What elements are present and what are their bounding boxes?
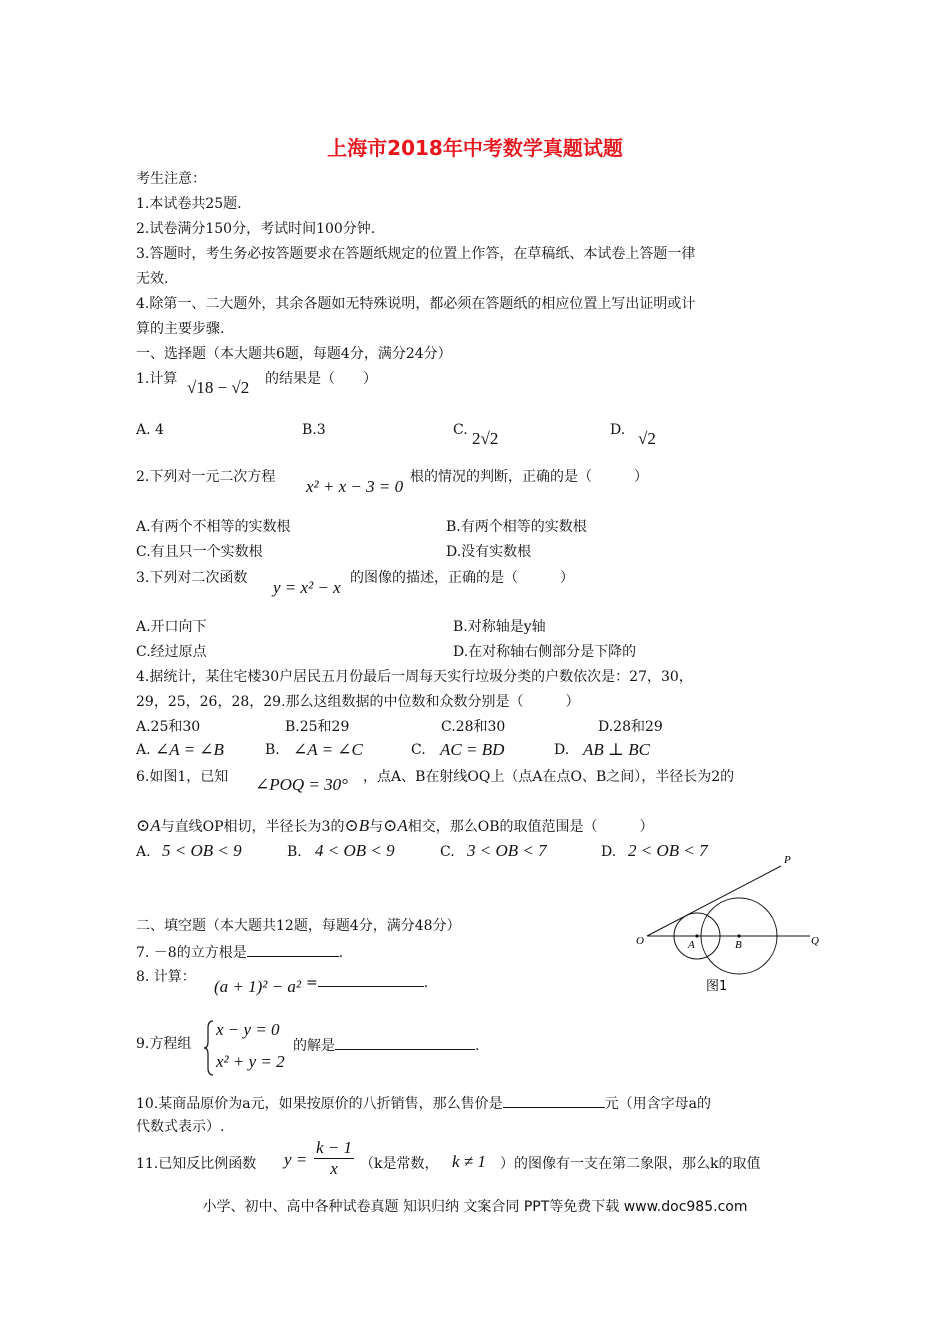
answer-blank[interactable] — [503, 1093, 605, 1108]
label-b: B — [735, 939, 742, 951]
question-3-prefix: 3.下列对二次函数 — [136, 570, 248, 586]
question-7-text: 7. －8的立方根是 — [136, 945, 247, 961]
question-4-option-a: A.25和30 — [136, 719, 201, 735]
question-2-expression: x² + x − 3 = 0 — [306, 477, 404, 496]
notice-item: 3.答题时，考生务必按答题要求在答题纸规定的位置上作答，在草稿纸、本试卷上答题一律 — [136, 246, 696, 262]
question-6-option-b-label: B. — [287, 844, 302, 860]
question-3-option-b: B.对称轴是y轴 — [453, 619, 546, 635]
label-q: Q — [811, 935, 819, 947]
question-3-suffix: 的图像的描述，正确的是（ ） — [350, 570, 574, 586]
question-6-suffix: ，点A、B在射线OQ上（点A在点O、B之间），半径长为2的 — [363, 769, 735, 785]
page-footer: 小学、初中、高中各种试卷真题 知识归纳 文案合同 PPT等免费下载 www.doc985.com — [202, 1199, 748, 1215]
notice-heading: 考生注意： — [136, 171, 206, 187]
question-3-option-c: C.经过原点 — [136, 644, 207, 660]
question-1-option-c-label: C. — [453, 422, 468, 438]
question-2-option-b: B.有两个相等的实数根 — [446, 519, 587, 535]
question-2-option-c: C.有且只一个实数根 — [136, 544, 263, 560]
question-5-option-b-math: ∠A = ∠C — [293, 740, 363, 759]
question-6-option-d-math: 2 < OB < 7 — [628, 841, 708, 860]
question-2-option-d: D.没有实数根 — [446, 544, 532, 560]
question-6-text: 相交，那么OB的取值范围是（ ） — [407, 819, 654, 835]
question-4-line: 29，25，26，28，29.那么这组数据的中位数和众数分别是（ ） — [136, 694, 580, 710]
question-1-expression: √18 − √2 — [187, 378, 250, 397]
equation-2: x² + y = 2 — [216, 1052, 285, 1071]
fraction-denominator: x — [330, 1159, 338, 1178]
question-1-option-c-math: 2√2 — [472, 429, 499, 448]
question-11-y: y = — [284, 1150, 308, 1169]
question-6-option-c-label: C. — [440, 844, 455, 860]
question-7 — [136, 942, 343, 962]
question-5-option-d-math: AB ⊥ BC — [583, 740, 650, 759]
question-10-line1 — [136, 1093, 711, 1113]
question-1-option-d-label: D. — [610, 422, 626, 438]
label-o: O — [636, 935, 644, 947]
notice-item: 算的主要步骤. — [136, 321, 225, 337]
notice-item: 1.本试卷共25题. — [136, 196, 242, 212]
notice-item: 4.除第一、二大题外，其余各题如无特殊说明，都必须在答题纸的相应位置上写出证明或计 — [136, 296, 696, 312]
question-6-option-a-math: 5 < OB < 9 — [162, 841, 242, 860]
notice-item: 2.试卷满分150分，考试时间100分钟. — [136, 221, 376, 237]
question-4-option-c: C.28和30 — [441, 719, 506, 735]
answer-blank[interactable] — [247, 942, 339, 957]
question-6-option-a-label: A. — [136, 844, 151, 860]
center-a-dot — [695, 934, 698, 937]
center-b-dot — [737, 934, 740, 937]
question-1-option-d-math: √2 — [638, 429, 656, 448]
question-3-option-a: A.开口向下 — [136, 619, 207, 635]
question-11-suffix: ）的图像有一支在第二象限，那么k的取值 — [500, 1156, 761, 1172]
question-10-line2: 代数式表示）. — [136, 1119, 225, 1135]
question-7-end: . — [338, 945, 344, 961]
answer-blank[interactable] — [335, 1035, 475, 1050]
question-5-option-c-math: AC = BD — [440, 740, 505, 759]
question-10-text: 10.某商品原价为a元，如果按原价的八折销售，那么售价是 — [136, 1096, 503, 1112]
question-8-equals: = — [306, 975, 318, 991]
question-9-prefix: 9.方程组 — [136, 1036, 192, 1052]
notice-item: 无效. — [136, 271, 169, 287]
system-brace — [203, 1020, 215, 1076]
question-8-blank-line — [306, 972, 428, 992]
question-5-option-c-label: C. — [411, 742, 426, 758]
label-p: P — [784, 854, 791, 866]
question-8-end: . — [423, 975, 429, 991]
question-5-option-a-math: ∠A = ∠B — [155, 740, 224, 759]
question-9-answer — [293, 1035, 479, 1055]
question-9-suffix: 的解是 — [293, 1038, 335, 1054]
question-6-line2 — [136, 817, 654, 836]
ray-op — [647, 866, 781, 936]
question-11-condition: k ≠ 1 — [452, 1152, 486, 1171]
question-6-option-b-math: 4 < OB < 9 — [315, 841, 395, 860]
question-8-expression: (a + 1)² − a² — [214, 977, 301, 996]
question-11-prefix: 11.已知反比例函数 — [136, 1156, 257, 1172]
question-6-text: 与 — [369, 819, 384, 835]
label-a: A — [688, 939, 695, 951]
question-11-mid: （k是常数， — [360, 1156, 439, 1172]
question-6-option-c-math: 3 < OB < 7 — [467, 841, 547, 860]
question-4-option-d: D.28和29 — [598, 719, 663, 735]
question-5-option-d-label: D. — [554, 742, 570, 758]
question-3-option-d: D.在对称轴右侧部分是下降的 — [453, 644, 637, 660]
question-3-expression: y = x² − x — [273, 578, 341, 597]
question-8-prefix: 8. 计算： — [136, 969, 196, 985]
question-5-option-b-label: B. — [265, 742, 280, 758]
fraction-numerator: k − 1 — [316, 1138, 353, 1157]
question-9-end: . — [475, 1038, 480, 1054]
question-1-option-a: A. 4 — [136, 422, 164, 438]
question-1-prefix: 1.计算 — [136, 371, 178, 387]
question-6-option-d-label: D. — [601, 844, 617, 860]
question-5-option-a-label: A. — [136, 742, 151, 758]
question-6-prefix: 6.如图1，已知 — [136, 769, 229, 785]
figure-caption: 图1 — [706, 979, 728, 994]
equation-1: x − y = 0 — [216, 1020, 280, 1039]
question-6-expression: ∠POQ = 30° — [255, 775, 348, 794]
figure-1-diagram — [630, 850, 830, 1000]
question-1-suffix: 的结果是（ ） — [265, 371, 377, 387]
question-4-option-b: B.25和29 — [285, 719, 350, 735]
circle-b-symbol: ⊙B — [344, 816, 370, 835]
circle-a-symbol: ⊙A — [136, 816, 161, 835]
page-title: 上海市2018年中考数学真题试题 — [327, 136, 623, 160]
question-2-suffix: 根的情况的判断，正确的是（ ） — [410, 469, 648, 485]
question-11-fraction — [314, 1138, 354, 1179]
question-2-prefix: 2.下列对一元二次方程 — [136, 469, 276, 485]
question-10-text: 元（用含字母a的 — [604, 1096, 711, 1112]
question-4-line: 4.据统计，某住宅楼30户居民五月份最后一周每天实行垃圾分类的户数依次是：27，30， — [136, 669, 693, 685]
section-heading: 一、选择题（本大题共6题，每题4分，满分24分） — [136, 346, 452, 362]
answer-blank[interactable] — [318, 972, 424, 987]
question-1-option-b: B.3 — [302, 422, 326, 438]
question-2-option-a: A.有两个不相等的实数根 — [136, 519, 291, 535]
section-heading: 二、填空题（本大题共12题，每题4分，满分48分） — [136, 918, 461, 934]
circle-a-symbol: ⊙A — [383, 816, 408, 835]
question-6-text: 与直线OP相切，半径长为3的 — [160, 819, 345, 835]
